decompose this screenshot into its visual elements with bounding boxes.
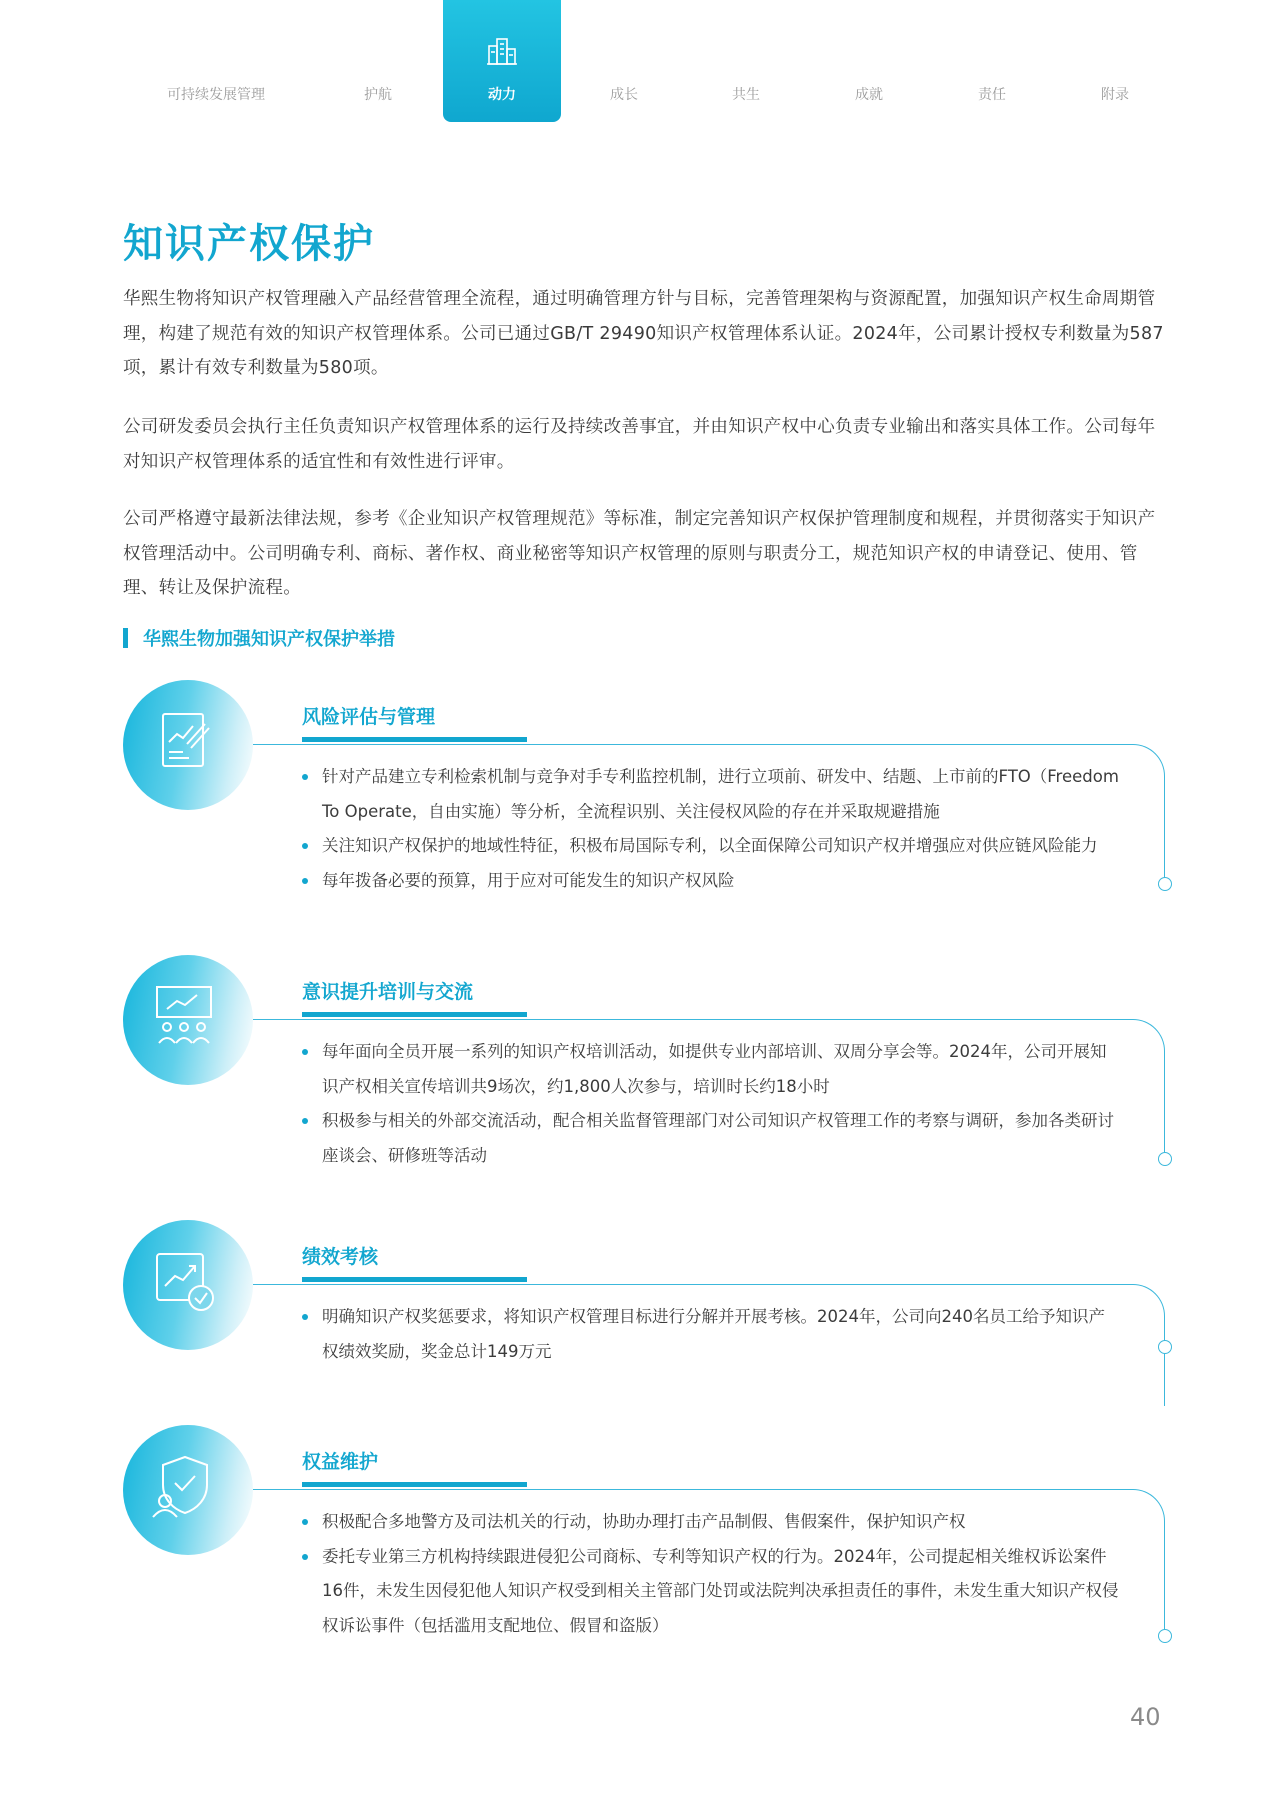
list-item: 针对产品建立专利检索机制与竞争对手专利监控机制，进行立项前、研发中、结题、上市前的FTO（Freedom To Operate，自由实施）等分析，全流程识别、关注侵权风险的存在并采取规避措施 — [300, 760, 1120, 829]
measure-title: 意识提升培训与交流 — [302, 981, 474, 1003]
measure-bullet-list — [300, 1505, 1120, 1643]
nav-tab-label: 动力 — [488, 87, 516, 103]
intro-paragraph: 华熙生物将知识产权管理融入产品经营管理全流程，通过明确管理方针与目标，完善管理架构与资源配置，加强知识产权生命周期管理，构建了规范有效的知识产权管理体系。公司已通过GB/T 29490知识产权管理体系认证。2024年，公司累计授权专利数量为587项，累计有效专利数量为580项。 — [123, 289, 1164, 378]
nav-tab-appendix[interactable]: 附录 — [1101, 87, 1129, 103]
frame-end-dot — [1158, 1152, 1172, 1166]
shield-user-icon — [149, 1451, 219, 1521]
list-item: 每年拨备必要的预算，用于应对可能发生的知识产权风险 — [300, 864, 1120, 899]
measure-bullet-list — [300, 1035, 1120, 1173]
top-navigation — [0, 0, 1280, 125]
list-item: 明确知识产权奖惩要求，将知识产权管理目标进行分解并开展考核。2024年，公司向240名员工给予知识产权绩效奖励，奖金总计149万元 — [300, 1300, 1120, 1369]
shield-user-icon-circle — [123, 1425, 253, 1555]
intro-paragraph: 公司研发委员会执行主任负责知识产权管理体系的运行及持续改善事宜，并由知识产权中心负责专业输出和落实具体工作。公司每年对知识产权管理体系的适宜性和有效性进行评审。 — [123, 417, 1156, 472]
nav-tab-momentum-active[interactable] — [443, 0, 561, 122]
nav-tab-symbiosis[interactable]: 共生 — [732, 87, 760, 103]
measure-title: 绩效考核 — [302, 1246, 379, 1268]
measure-title: 权益维护 — [302, 1451, 379, 1473]
risk-checklist-icon — [149, 706, 219, 776]
frame-end-dot — [1158, 1340, 1172, 1354]
frame-end-dot — [1158, 1629, 1172, 1643]
title-underline — [302, 737, 527, 742]
training-presentation-icon — [149, 981, 219, 1051]
list-item: 积极参与相关的外部交流活动，配合相关监督管理部门对公司知识产权管理工作的考察与调研，参加各类研讨座谈会、研修班等活动 — [300, 1104, 1120, 1173]
performance-chart-icon — [149, 1246, 219, 1316]
risk-checklist-icon-circle — [123, 680, 253, 810]
title-underline — [302, 1012, 527, 1017]
nav-tab-escort[interactable]: 护航 — [364, 87, 392, 103]
list-item: 每年面向全员开展一系列的知识产权培训活动，如提供专业内部培训、双周分享会等。2024年，公司开展知识产权相关宣传培训共9场次，约1,800人次参与，培训时长约18小时 — [300, 1035, 1120, 1104]
measure-title: 风险评估与管理 — [302, 706, 436, 728]
intro-paragraph: 公司严格遵守最新法律法规，参考《企业知识产权管理规范》等标准，制定完善知识产权保护管理制度和规程，并贯彻落实于知识产权管理活动中。公司明确专利、商标、著作权、商业秘密等知识产权管理的原则与职责分工，规范知识产权的申请登记、使用、管理、转让及保护流程。 — [123, 509, 1156, 598]
page-title: 知识产权保护 — [123, 221, 375, 267]
nav-tab-sustainability-management[interactable]: 可持续发展管理 — [167, 87, 265, 103]
list-item: 积极配合多地警方及司法机关的行动，协助办理打击产品制假、售假案件，保护知识产权 — [300, 1505, 1120, 1540]
measure-bullet-list — [300, 760, 1120, 898]
nav-tab-responsibility[interactable]: 责任 — [978, 87, 1006, 103]
nav-tab-growth[interactable]: 成长 — [610, 87, 638, 103]
page-number: 40 — [1130, 1703, 1161, 1731]
measure-bullet-list — [300, 1300, 1120, 1369]
performance-chart-icon-circle — [123, 1220, 253, 1350]
frame-end-dot — [1158, 877, 1172, 891]
building-icon — [485, 34, 519, 68]
list-item: 关注知识产权保护的地域性特征，积极布局国际专利，以全面保障公司知识产权并增强应对供应链风险能力 — [300, 829, 1120, 864]
list-item: 委托专业第三方机构持续跟进侵犯公司商标、专利等知识产权的行为。2024年，公司提起相关维权诉讼案件16件，未发生因侵犯他人知识产权受到相关主管部门处罚或法院判决承担责任的事件，未发生重大知识产权侵权诉讼事件（包括滥用支配地位、假冒和盗版） — [300, 1540, 1120, 1644]
title-underline — [302, 1277, 527, 1282]
nav-tab-achievement[interactable]: 成就 — [855, 87, 883, 103]
section-heading: 华熙生物加强知识产权保护举措 — [123, 625, 395, 651]
title-underline — [302, 1482, 527, 1487]
training-presentation-icon-circle — [123, 955, 253, 1085]
